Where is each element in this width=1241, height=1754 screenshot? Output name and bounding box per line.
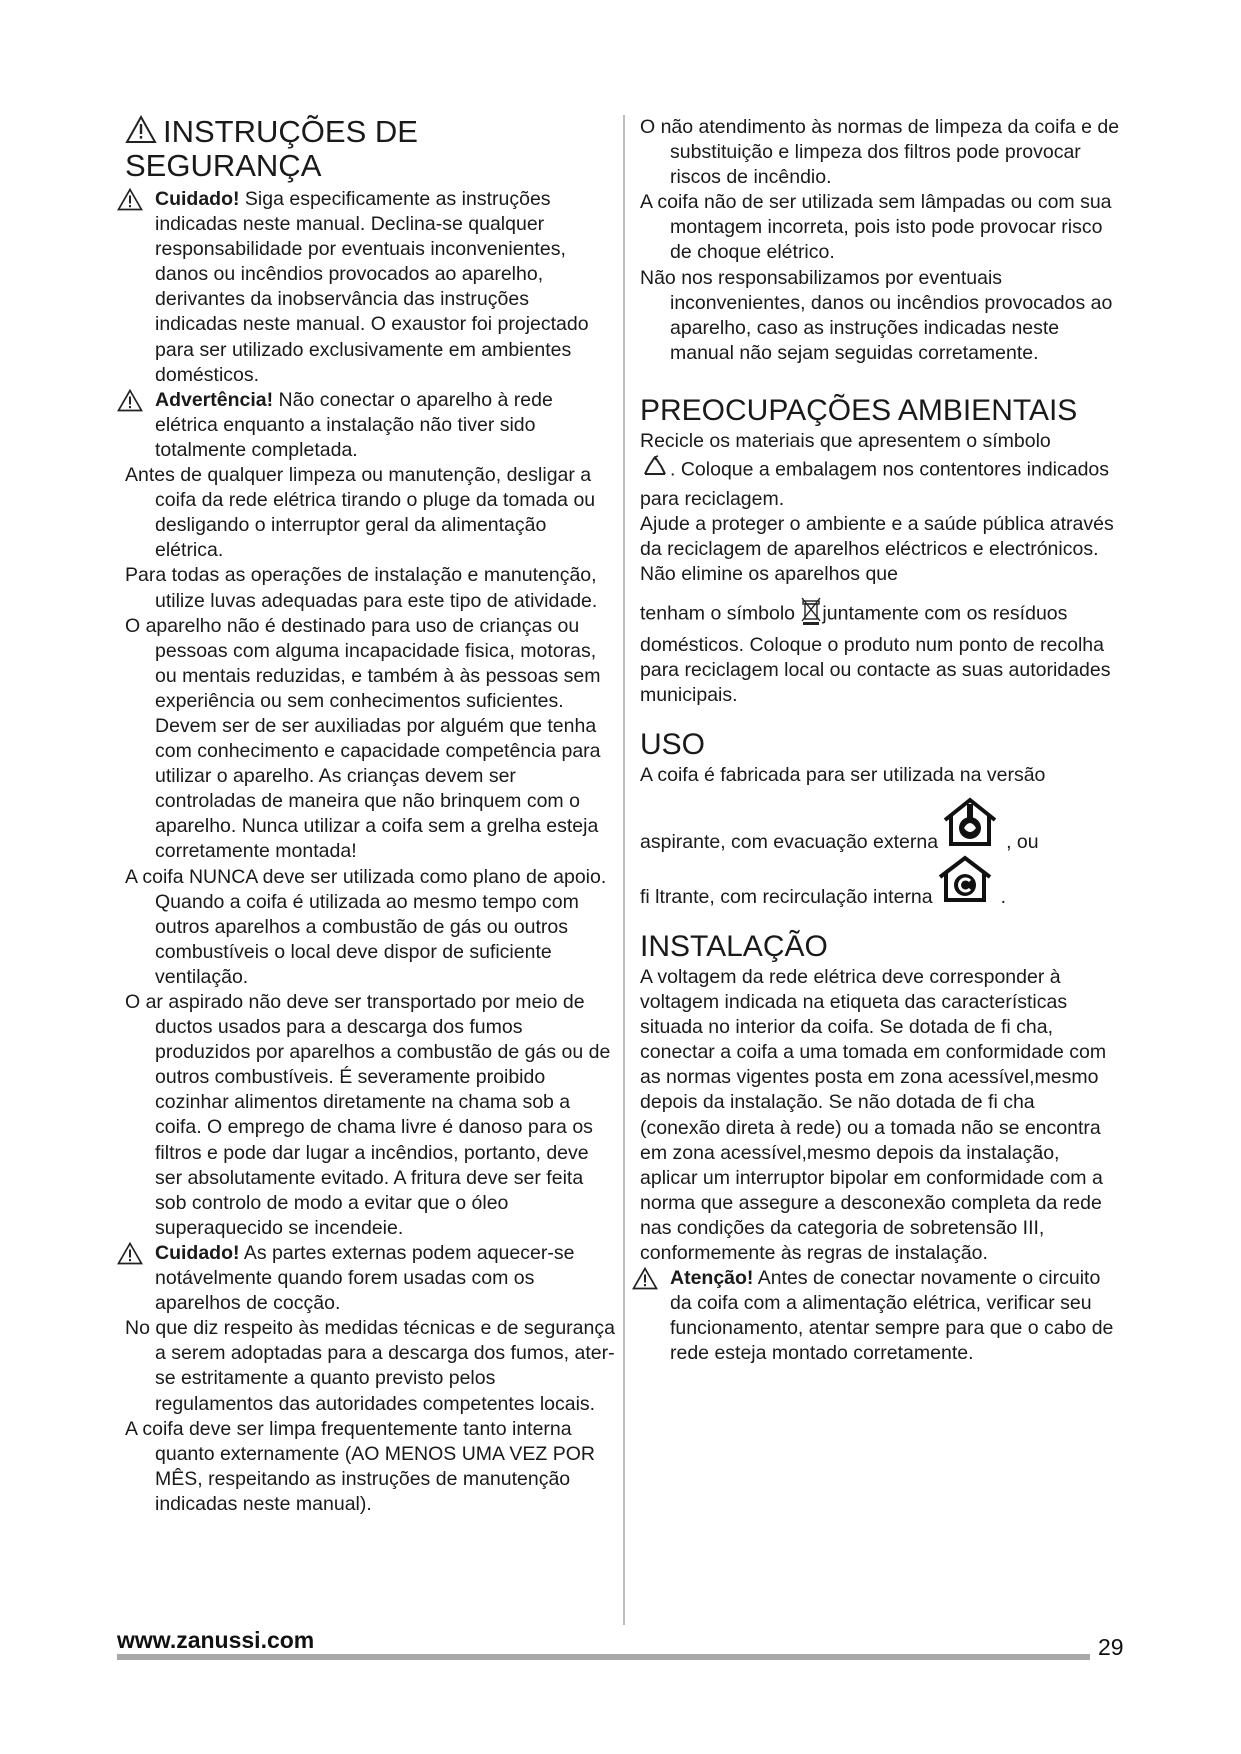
footer-rule [117,1654,1090,1660]
environment-packaging [640,454,1120,512]
environment-weee [640,596,1120,708]
caution-text: Siga especificamente as instruções indicadas neste manual. Declina-se qualquer responsabilidade por eventuais inconvenientes, danos ou incêndios provocados ao aparelho, derivantes da inobservância das instruções indicadas neste manual. O exaustor foi projectado para ser utilizado exclusivamente em ambientes domésticos. [155,188,589,386]
environment-weee-text-b: juntamente com os resíduos domésticos. Coloque o produto num ponto de recolha para reciclagem local ou contacte as suas autoridades municipais. [640,602,1111,706]
caution-label: Cuidado! [155,1241,240,1264]
environment-title: PREOCUPAÇÕES AMBIENTAIS [640,393,1078,427]
paragraph-ducts: O ar aspirado não deve ser transportado por meio de ductos usados para a descarga dos fumos produzidos por aparelhos a combustão de gás ou de outros combustíveis. É severamente proibido cozinhar alimentos diretamente na chama sob a coifa. O emprego de chama livre é danoso para os filtros e pode dar lugar a incêndios, portanto, deve ser absolutamente evitado. A fritura deve ser feita sob controlo de modo a evitar que o óleo superaquecido se incendeie. [125,991,611,1239]
left-column [125,115,615,1517]
paragraph-fire-risk: O não atendimento às normas de limpeza da coifa e de substituição e limpeza dos filtros pode provocar riscos de incêndio. [640,116,1120,189]
warning-note-1 [125,388,615,463]
paragraph-support: A coifa NUNCA deve ser utilizada como plano de apoio. Quando a coifa é utilizada ao mesmo tempo com outros aparelhos a combustão de gás ou outros combustíveis o local deve dispor de suficiente ventilação. [125,865,607,988]
paragraph-liability: Não nos responsabilizamos por eventuais inconvenientes, danos ou incêndios provocados ao aparelho, caso as instruções indicadas neste manual não sejam seguidas corretamente. [640,266,1113,364]
paragraph-clean-frequently: A coifa deve ser limpa frequentemente tanto interna quanto externamente (AO MENOS UMA VEZ POR MÊS, respeitando as instruções de manutenção indicadas neste manual). [125,1417,595,1515]
environment-recycle-line: Recicle os materiais que apresentem o símbolo [640,429,1051,452]
paragraph-cleaning: Antes de qualquer limpeza ou manutenção, desligar a coifa da rede elétrica tirando o pluge da tomada ou desligando o interruptor geral da alimentação elétrica. [125,464,596,562]
caution-label: Cuidado! [155,188,240,210]
usage-intro: A coifa é fabricada para ser utilizada na versão [640,763,1046,786]
warning-triangle-icon [117,389,143,419]
usage-or: , ou [1006,830,1039,853]
usage-filtrante-row [640,855,1120,910]
paragraph-children: O aparelho não é destinado para uso de crianças ou pessoas com alguma incapacidade fisica, motoras, ou mentais reduzidas, e também à às pessoas sem experiência ou sem conhecimentos suficientes. Devem ser de ser auxiliadas por alguém que tenha com conhecimento e capacidade competência para utilizar o aparelho. As crianças devem ser controladas de maneira que não brinquem com o aparelho. Nunca utilizar a coifa sem a grelha esteja corretamente montada! [125,614,601,863]
extraction-mode-icon [942,796,998,855]
usage-aspirante-row [640,796,1120,855]
warning-triangle-icon [117,188,143,218]
right-column [640,115,1120,1366]
environment-weee-text-a: tenham o símbolo [640,602,801,625]
environment-packaging-text: . Coloque a embalagem nos contentores indicados para reciclagem. [640,458,1110,511]
caution-note-1 [125,187,615,388]
caution-note-2 [125,1241,615,1316]
warning-triangle-icon [632,1267,658,1297]
recirculation-mode-icon [937,855,993,910]
crossed-bin-icon [800,596,822,633]
installation-text: A voltagem da rede elétrica deve corresponder à voltagem indicada na etiqueta das características situada no interior da coifa. Se dotada de fi cha, conectar a coifa a uma tomada em conformidade com as normas vigentes posta em zona acessível,mesmo depois da instalação. Se não dotada de fi cha (conexão direta à rede) ou a tomada não se encontra em zona acessível,mesmo depois da instalação, aplicar um interruptor bipolar em conformidade com a norma que assegure a desconexão completa da rede nas condições da categoria de sobretensão III, conformemente às regras de instalação. [640,965,1107,1264]
usage-period: . [1000,885,1007,908]
paragraph-regulations: No que diz respeito às medidas técnicas e de segurança a serem adoptadas para a descarga dos fumos, ater-se estritamente a quanto previsto pelos regulamentos das autoridades competentes locais. [125,1317,615,1415]
warning-text: Não conectar o aparelho à rede elétrica enquanto a instalação não tiver sido totalmente completada. [155,388,553,461]
column-divider [623,115,625,1625]
page-number: 29 [1098,1634,1124,1660]
paragraph-lamps: A coifa não de ser utilizada sem lâmpadas ou com sua montagem incorreta, pois isto pode provocar risco de choque elétrico. [640,191,1112,264]
warning-label: Advertência! [155,388,274,411]
recycle-icon [640,454,670,487]
attention-note [640,1266,1120,1366]
paragraph-gloves: Para todas as operações de instalação e manutenção, utilize luvas adequadas para este tipo de atividade. [125,564,598,612]
footer-website: www.zanussi.com [117,1627,315,1653]
caution-text: As partes externas podem aquecer-se notávelmente quando forem usadas com os aparelhos de cocção. [155,1241,575,1315]
safety-title: INSTRUÇÕES DE SEGURANÇA [125,114,418,183]
usage-filtrante-text: fi ltrante, com recirculação interna [640,885,933,908]
warning-triangle-icon [117,1242,143,1272]
usage-aspirante-text: aspirante, com evacuação externa [640,830,939,853]
environment-weee-intro: Ajude a proteger o ambiente e a saúde pública através da reciclagem de aparelhos eléctricos e electrónicos. Não elimine os aparelhos que [640,513,1114,586]
attention-text: Antes de conectar novamente o circuito da coifa com a alimentação elétrica, verificar seu funcionamento, atentar sempre para que o cabo de rede esteja montado corretamente. [670,1267,1114,1365]
installation-title: INSTALAÇÃO [640,929,828,963]
warning-triangle-icon [125,115,157,144]
attention-label: Atenção! [670,1267,754,1290]
usage-title: USO [640,727,706,761]
